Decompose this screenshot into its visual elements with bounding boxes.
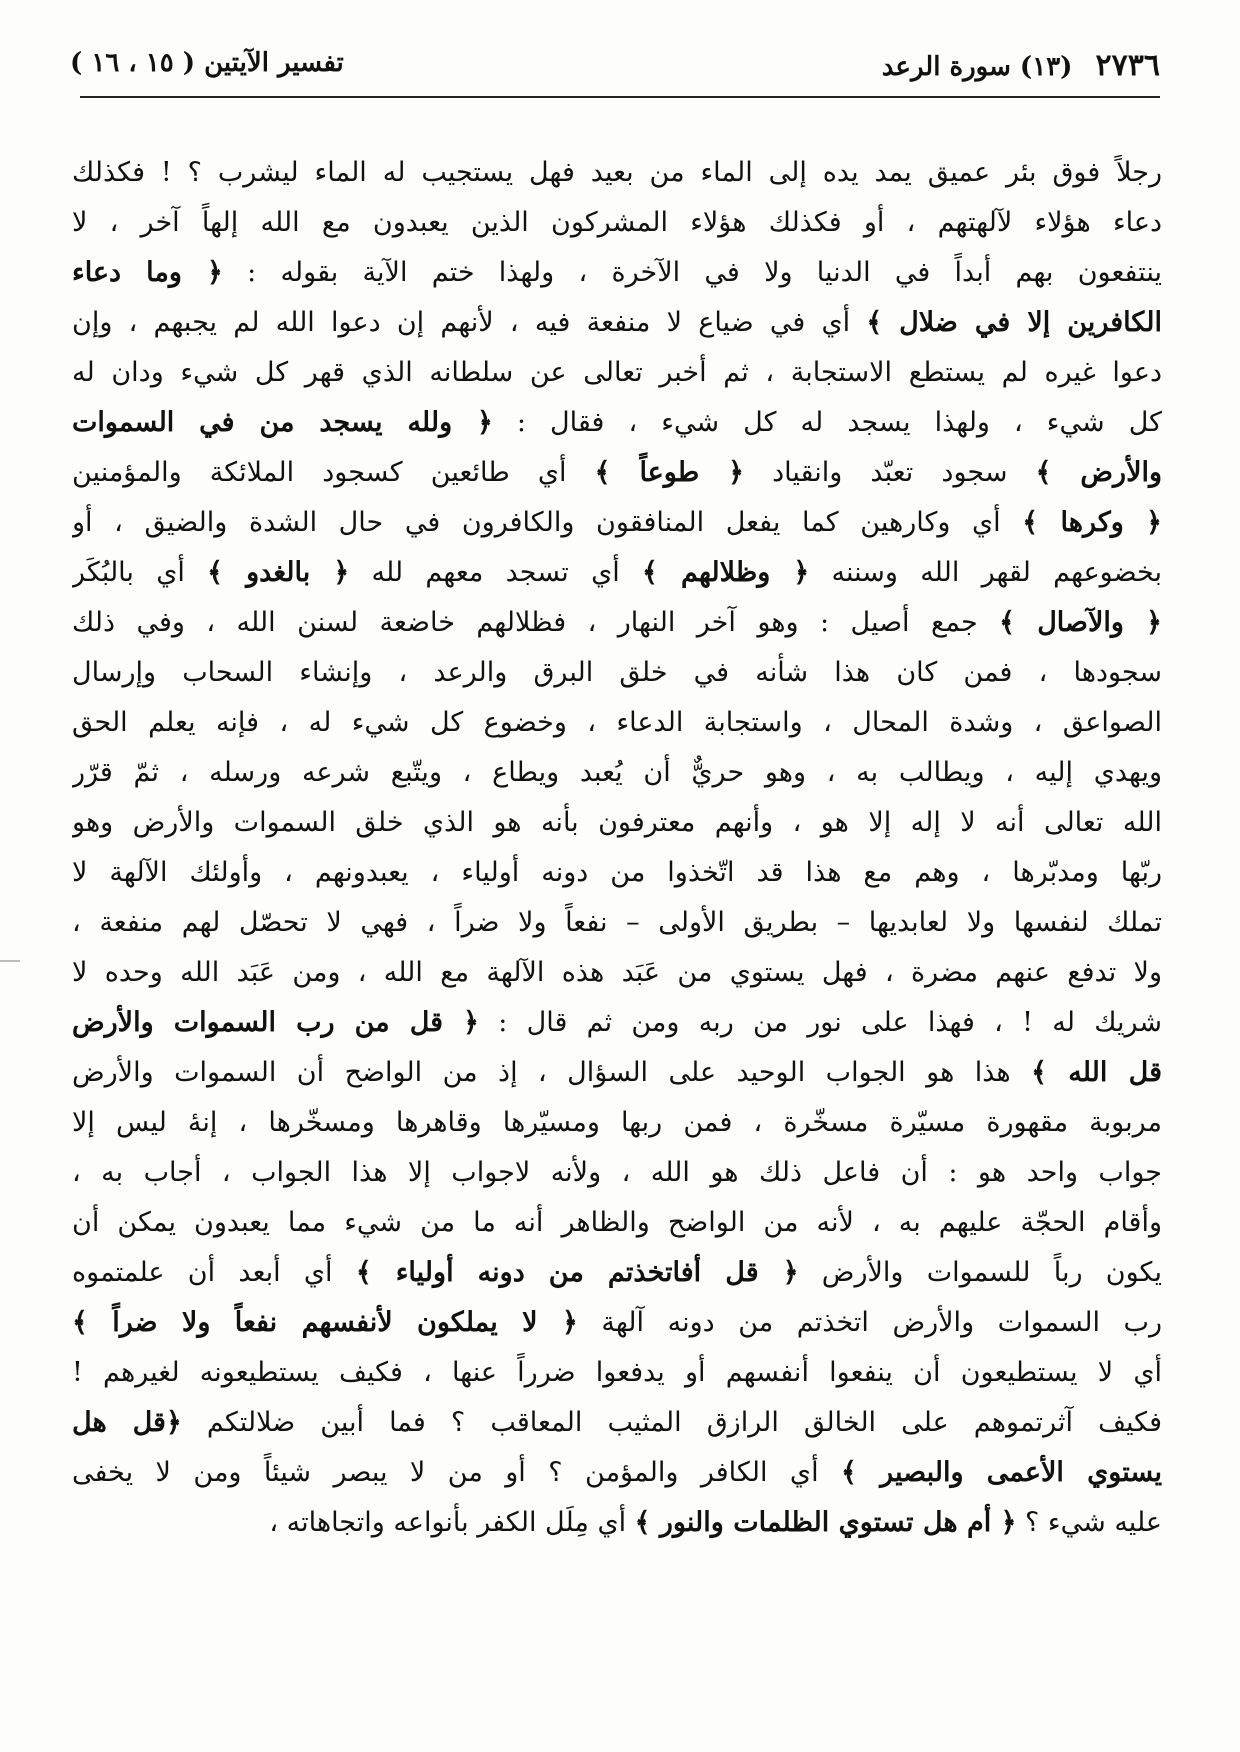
commentary-text: فكيف آثرتموهم على الخالق الرازق المثيب المعاقب ؟ فما أبين ضلالتكم bbox=[181, 1407, 1162, 1438]
text-line bbox=[72, 648, 1162, 698]
quran-quote: الكافرين إلا في ضلال ﴾ bbox=[866, 307, 1162, 338]
page-number: ٢٧٣٦ bbox=[1095, 48, 1160, 83]
commentary-text: أي الكافر والمؤمن ؟ أو من لا يبصر شيئاً ومن لا يخفى bbox=[72, 1457, 842, 1488]
commentary-text: أي لا يستطيعون أن ينفعوا أنفسهم أو يدفعوا ضرراً عنها ، فكيف يستطيعونه لغيرهم ! bbox=[72, 1357, 1162, 1388]
text-line bbox=[72, 148, 1162, 198]
quran-quote: يستوي الأعمى والبصير ﴾ bbox=[841, 1457, 1162, 1488]
commentary-text: هذا هو الجواب الوحيد على السؤال ، إذ من الواضح أن السموات والأرض bbox=[72, 1057, 1032, 1088]
commentary-text: جمع أصيل : وهو آخر النهار ، فظلالهم خاضعة لسنن الله ، وفي ذلك bbox=[72, 607, 1000, 638]
quran-quote: ﴿ وما دعاء bbox=[72, 257, 223, 288]
commentary-text: ربّها ومدبّرها ، وهم مع هذا قد اتّخذوا من دونه أولياء ، يعبدونهم ، وأولئك الآلهة لا bbox=[72, 857, 1162, 888]
section-title: تفسير الآيتين ( ١٥ ، ١٦ ) bbox=[70, 48, 344, 78]
commentary-text: ينتفعون بهم أبداً في الدنيا ولا في الآخرة ، ولهذا ختم الآية بقوله : bbox=[222, 257, 1162, 288]
quran-quote: ﴿ قل من رب السموات والأرض bbox=[72, 1007, 479, 1038]
quran-quote: ﴿ بالغدو ﴾ bbox=[207, 557, 350, 588]
commentary-text: أي مِلَل الكفر بأنواعه واتجاهاته ، bbox=[269, 1507, 635, 1538]
header-right bbox=[882, 48, 1160, 83]
commentary-text: دعاء هؤلاء لآلهتهم ، أو فكذلك هؤلاء المشركون الذين يعبدون مع الله إلهاً آخر ، لا bbox=[72, 207, 1162, 238]
commentary-text: دعوا غيره لم يستطع الاستجابة ، ثم أخبر تعالى عن سلطانه الذي قهر كل شيء ودان له bbox=[72, 357, 1162, 388]
text-line bbox=[72, 898, 1162, 948]
text-line bbox=[72, 598, 1162, 648]
text-line bbox=[72, 348, 1162, 398]
text-line bbox=[72, 498, 1162, 548]
quran-quote: ﴿ والآصال ﴾ bbox=[999, 607, 1162, 638]
commentary-text: ولا تدفع عنهم مضرة ، فهل يستوي من عَبَد هذه الآلهة مع الله ، ومن عَبَد الله وحده لا bbox=[72, 957, 1162, 988]
text-line bbox=[72, 998, 1162, 1048]
quran-quote: ﴿ لا يملكون لأنفسهم نفعاً ولا ضراً ﴾ bbox=[72, 1307, 578, 1338]
quran-quote: والأرض ﴾ bbox=[1035, 457, 1162, 488]
quran-quote: ﴿ قل أفاتخذتم من دونه أولياء ﴾ bbox=[355, 1257, 799, 1288]
text-line bbox=[72, 1298, 1162, 1348]
commentary-text: الله تعالى أنه لا إله إلا هو ، وأنهم معترفون بأنه هو الذي خلق السموات والأرض وهو bbox=[72, 807, 1162, 838]
text-line bbox=[72, 198, 1162, 248]
text-line bbox=[72, 298, 1162, 348]
text-line bbox=[72, 748, 1162, 798]
quran-quote: ﴿ وكرها ﴾ bbox=[1022, 507, 1162, 538]
commentary-text: أي بالبُكَر bbox=[72, 557, 208, 588]
commentary-text: بخضوعهم لقهر الله وسننه bbox=[809, 557, 1162, 588]
commentary-text: رجلاً فوق بئر عميق يمد يده إلى الماء من بعيد فهل يستجيب له الماء ليشرب ؟ ! فكذلك bbox=[72, 157, 1162, 188]
commentary-text: شريك له ! ، فهذا على نور من ربه ومن ثم قال : bbox=[478, 1007, 1162, 1038]
text-line bbox=[72, 248, 1162, 298]
commentary-text: وأقام الحجّة عليهم به ، لأنه من الواضح والظاهر أنه ما من شيء مما يعبدون يمكن أن bbox=[72, 1207, 1162, 1238]
text-line bbox=[72, 698, 1162, 748]
quran-quote: ﴿ طوعاً ﴾ bbox=[594, 457, 745, 488]
text-line bbox=[72, 1398, 1162, 1448]
quran-quote: ﴿قل هل bbox=[72, 1407, 182, 1438]
text-line bbox=[72, 1348, 1162, 1398]
commentary-text: كل شيء ، ولهذا يسجد له كل شيء ، فقال : bbox=[492, 407, 1162, 438]
text-line bbox=[72, 1448, 1162, 1498]
body-text bbox=[72, 148, 1162, 1548]
commentary-text: أي أبعد أن علمتموه bbox=[72, 1257, 356, 1288]
commentary-text: أي في ضياع لا منفعة فيه ، لأنهم إن دعوا الله لم يجبهم ، وإن bbox=[72, 307, 867, 338]
commentary-text: أي تسجد معهم لله bbox=[349, 557, 643, 588]
commentary-text: ويهدي إليه ، ويطالب به ، وهو حريٌّ أن يُعبد ويطاع ، ويتّبع شرعه ورسله ، ثمّ قرّر bbox=[72, 757, 1162, 788]
text-line bbox=[72, 448, 1162, 498]
text-line bbox=[72, 1198, 1162, 1248]
quran-quote: ﴿ أم هل تستوي الظلمات والنور ﴾ bbox=[634, 1507, 1017, 1538]
text-line bbox=[72, 548, 1162, 598]
text-line bbox=[72, 1148, 1162, 1198]
commentary-text: الصواعق ، وشدة المحال ، واستجابة الدعاء ، وخضوع كل شيء له ، فإنه يعلم الحق bbox=[72, 707, 1162, 738]
quran-quote: ﴿ وظلالهم ﴾ bbox=[642, 557, 810, 588]
commentary-text: سجود تعبّد وانقياد bbox=[744, 457, 1036, 488]
commentary-text: سجودها ، فمن كان هذا شأنه في خلق البرق والرعد ، وإنشاء السحاب وإرسال bbox=[72, 657, 1162, 688]
commentary-text: تملك لنفسها ولا لعابديها – بطريق الأولى – نفعاً ولا ضراً ، فهي لا تحصّل لهم منفعة ، bbox=[72, 907, 1162, 938]
text-line bbox=[72, 1048, 1162, 1098]
text-line bbox=[72, 848, 1162, 898]
text-line bbox=[72, 1098, 1162, 1148]
commentary-text: أي وكارهين كما يفعل المنافقون والكافرون في حال الشدة والضيق ، أو bbox=[72, 507, 1023, 538]
text-line bbox=[72, 798, 1162, 848]
text-line bbox=[72, 948, 1162, 998]
commentary-text: يكون رباً للسموات والأرض bbox=[798, 1257, 1162, 1288]
text-line bbox=[72, 398, 1162, 448]
quran-quote: ﴿ ولله يسجد من في السموات bbox=[72, 407, 493, 438]
commentary-text: عليه شيء ؟ bbox=[1016, 1507, 1162, 1538]
header-divider bbox=[80, 96, 1160, 98]
page-header bbox=[70, 48, 1160, 92]
commentary-text: أي طائعين كسجود الملائكة والمؤمنين bbox=[72, 457, 595, 488]
quran-quote: قل الله ﴾ bbox=[1031, 1057, 1162, 1088]
margin-mark bbox=[0, 960, 20, 962]
surah-title: (١٣) سورة الرعد bbox=[881, 52, 1073, 82]
commentary-text: رب السموات والأرض اتخذتم من دونه آلهة bbox=[577, 1307, 1162, 1338]
commentary-text: مربوبة مقهورة مسيّرة مسخّرة ، فمن ربها ومسيّرها وقاهرها ومسخّرها ، إنهٔ ليس إلا bbox=[72, 1107, 1162, 1138]
commentary-text: جواب واحد هو : أن فاعل ذلك هو الله ، ولأنه لاجواب إلا هذا الجواب ، أجاب به ، bbox=[72, 1157, 1162, 1188]
text-line bbox=[72, 1498, 1162, 1548]
text-line bbox=[72, 1248, 1162, 1298]
